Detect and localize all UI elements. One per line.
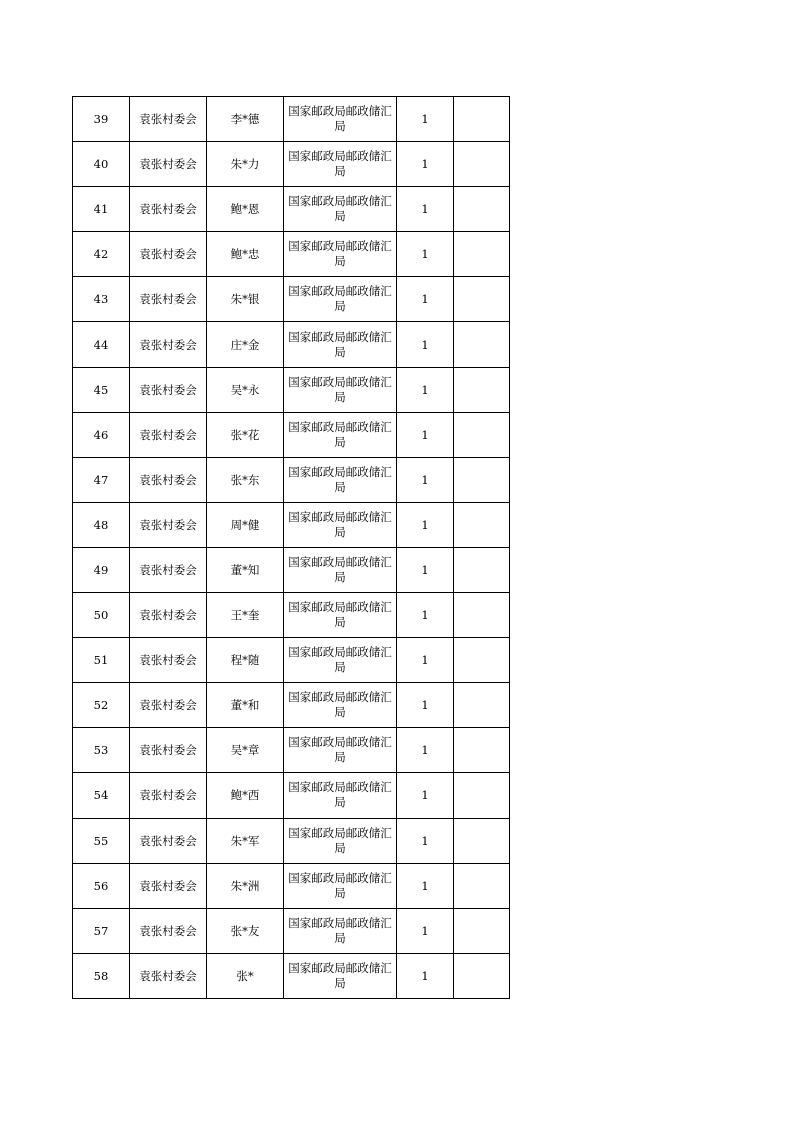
- note-cell: [454, 547, 510, 592]
- quantity-cell: 1: [397, 97, 454, 142]
- bank-text: 国家邮政局邮政储汇局: [288, 915, 392, 945]
- note-cell: [454, 412, 510, 457]
- note-cell: [454, 638, 510, 683]
- note-cell: [454, 457, 510, 502]
- bank-text: 国家邮政局邮政储汇局: [288, 419, 392, 449]
- unit-cell: 袁张村委会: [130, 908, 207, 953]
- bank-cell: [284, 502, 397, 547]
- quantity-cell: 1: [397, 322, 454, 367]
- roster-table-body: [73, 97, 510, 999]
- quantity-cell: 1: [397, 412, 454, 457]
- note-cell: [454, 773, 510, 818]
- name-cell: 吴*永: [207, 367, 284, 412]
- unit-cell: 袁张村委会: [130, 367, 207, 412]
- table-row: [73, 502, 510, 547]
- bank-cell: [284, 322, 397, 367]
- row-number-cell: 46: [73, 412, 130, 457]
- table-row: [73, 457, 510, 502]
- bank-cell: [284, 412, 397, 457]
- table-row: [73, 97, 510, 142]
- table-row: [73, 773, 510, 818]
- name-cell: 张*友: [207, 908, 284, 953]
- bank-text: 国家邮政局邮政储汇局: [288, 780, 392, 810]
- bank-cell: [284, 142, 397, 187]
- table-row: [73, 142, 510, 187]
- bank-text: 国家邮政局邮政储汇局: [288, 284, 392, 314]
- quantity-cell: 1: [397, 818, 454, 863]
- name-cell: 朱*力: [207, 142, 284, 187]
- note-cell: [454, 232, 510, 277]
- bank-cell: [284, 953, 397, 998]
- quantity-cell: 1: [397, 683, 454, 728]
- name-cell: 王*奎: [207, 593, 284, 638]
- note-cell: [454, 953, 510, 998]
- row-number-cell: 40: [73, 142, 130, 187]
- name-cell: 吴*章: [207, 728, 284, 773]
- bank-text: 国家邮政局邮政储汇局: [288, 374, 392, 404]
- unit-cell: 袁张村委会: [130, 728, 207, 773]
- note-cell: [454, 728, 510, 773]
- bank-cell: [284, 97, 397, 142]
- note-cell: [454, 142, 510, 187]
- bank-text: 国家邮政局邮政储汇局: [288, 735, 392, 765]
- row-number-cell: 58: [73, 953, 130, 998]
- unit-cell: 袁张村委会: [130, 457, 207, 502]
- bank-text: 国家邮政局邮政储汇局: [288, 194, 392, 224]
- bank-cell: [284, 547, 397, 592]
- row-number-cell: 49: [73, 547, 130, 592]
- row-number-cell: 39: [73, 97, 130, 142]
- quantity-cell: 1: [397, 232, 454, 277]
- table-row: [73, 908, 510, 953]
- name-cell: 周*健: [207, 502, 284, 547]
- quantity-cell: 1: [397, 773, 454, 818]
- bank-text: 国家邮政局邮政储汇局: [288, 239, 392, 269]
- bank-cell: [284, 593, 397, 638]
- note-cell: [454, 502, 510, 547]
- row-number-cell: 47: [73, 457, 130, 502]
- unit-cell: 袁张村委会: [130, 593, 207, 638]
- note-cell: [454, 593, 510, 638]
- bank-cell: [284, 863, 397, 908]
- bank-cell: [284, 818, 397, 863]
- name-cell: 张*花: [207, 412, 284, 457]
- row-number-cell: 55: [73, 818, 130, 863]
- bank-text: 国家邮政局邮政储汇局: [288, 870, 392, 900]
- unit-cell: 袁张村委会: [130, 277, 207, 322]
- unit-cell: 袁张村委会: [130, 322, 207, 367]
- quantity-cell: 1: [397, 142, 454, 187]
- bank-text: 国家邮政局邮政储汇局: [288, 825, 392, 855]
- row-number-cell: 42: [73, 232, 130, 277]
- table-row: [73, 953, 510, 998]
- unit-cell: 袁张村委会: [130, 502, 207, 547]
- bank-cell: [284, 457, 397, 502]
- bank-cell: [284, 908, 397, 953]
- bank-cell: [284, 638, 397, 683]
- row-number-cell: 48: [73, 502, 130, 547]
- name-cell: 鲍*恩: [207, 187, 284, 232]
- row-number-cell: 57: [73, 908, 130, 953]
- bank-text: 国家邮政局邮政储汇局: [288, 600, 392, 630]
- bank-cell: [284, 773, 397, 818]
- quantity-cell: 1: [397, 908, 454, 953]
- table-row: [73, 367, 510, 412]
- row-number-cell: 56: [73, 863, 130, 908]
- bank-text: 国家邮政局邮政储汇局: [288, 104, 392, 134]
- table-row: [73, 187, 510, 232]
- quantity-cell: 1: [397, 277, 454, 322]
- table-row: [73, 277, 510, 322]
- unit-cell: 袁张村委会: [130, 187, 207, 232]
- row-number-cell: 53: [73, 728, 130, 773]
- note-cell: [454, 322, 510, 367]
- note-cell: [454, 908, 510, 953]
- bank-cell: [284, 367, 397, 412]
- quantity-cell: 1: [397, 638, 454, 683]
- bank-text: 国家邮政局邮政储汇局: [288, 960, 392, 990]
- row-number-cell: 43: [73, 277, 130, 322]
- unit-cell: 袁张村委会: [130, 953, 207, 998]
- name-cell: 董*知: [207, 547, 284, 592]
- note-cell: [454, 97, 510, 142]
- name-cell: 程*随: [207, 638, 284, 683]
- table-row: [73, 593, 510, 638]
- note-cell: [454, 818, 510, 863]
- unit-cell: 袁张村委会: [130, 863, 207, 908]
- row-number-cell: 52: [73, 683, 130, 728]
- bank-cell: [284, 728, 397, 773]
- bank-cell: [284, 683, 397, 728]
- name-cell: 李*德: [207, 97, 284, 142]
- row-number-cell: 45: [73, 367, 130, 412]
- name-cell: 鲍*西: [207, 773, 284, 818]
- name-cell: 张*东: [207, 457, 284, 502]
- unit-cell: 袁张村委会: [130, 232, 207, 277]
- row-number-cell: 51: [73, 638, 130, 683]
- name-cell: 鲍*忠: [207, 232, 284, 277]
- table-row: [73, 322, 510, 367]
- quantity-cell: 1: [397, 187, 454, 232]
- note-cell: [454, 277, 510, 322]
- unit-cell: 袁张村委会: [130, 773, 207, 818]
- roster-table: [72, 96, 510, 999]
- unit-cell: 袁张村委会: [130, 412, 207, 457]
- row-number-cell: 54: [73, 773, 130, 818]
- bank-cell: [284, 187, 397, 232]
- bank-cell: [284, 277, 397, 322]
- quantity-cell: 1: [397, 593, 454, 638]
- note-cell: [454, 367, 510, 412]
- quantity-cell: 1: [397, 457, 454, 502]
- bank-text: 国家邮政局邮政储汇局: [288, 645, 392, 675]
- quantity-cell: 1: [397, 728, 454, 773]
- bank-cell: [284, 232, 397, 277]
- bank-text: 国家邮政局邮政储汇局: [288, 554, 392, 584]
- bank-text: 国家邮政局邮政储汇局: [288, 690, 392, 720]
- quantity-cell: 1: [397, 367, 454, 412]
- table-row: [73, 683, 510, 728]
- unit-cell: 袁张村委会: [130, 818, 207, 863]
- name-cell: 朱*洲: [207, 863, 284, 908]
- name-cell: 朱*军: [207, 818, 284, 863]
- bank-text: 国家邮政局邮政储汇局: [288, 149, 392, 179]
- bank-text: 国家邮政局邮政储汇局: [288, 329, 392, 359]
- unit-cell: 袁张村委会: [130, 683, 207, 728]
- bank-text: 国家邮政局邮政储汇局: [288, 509, 392, 539]
- row-number-cell: 41: [73, 187, 130, 232]
- unit-cell: 袁张村委会: [130, 638, 207, 683]
- unit-cell: 袁张村委会: [130, 97, 207, 142]
- table-row: [73, 728, 510, 773]
- table-row: [73, 232, 510, 277]
- quantity-cell: 1: [397, 863, 454, 908]
- unit-cell: 袁张村委会: [130, 547, 207, 592]
- table-row: [73, 547, 510, 592]
- unit-cell: 袁张村委会: [130, 142, 207, 187]
- quantity-cell: 1: [397, 502, 454, 547]
- table-row: [73, 638, 510, 683]
- name-cell: 朱*银: [207, 277, 284, 322]
- note-cell: [454, 187, 510, 232]
- quantity-cell: 1: [397, 953, 454, 998]
- note-cell: [454, 683, 510, 728]
- note-cell: [454, 863, 510, 908]
- table-row: [73, 863, 510, 908]
- row-number-cell: 50: [73, 593, 130, 638]
- quantity-cell: 1: [397, 547, 454, 592]
- table-row: [73, 818, 510, 863]
- table-row: [73, 412, 510, 457]
- row-number-cell: 44: [73, 322, 130, 367]
- name-cell: 张*: [207, 953, 284, 998]
- bank-text: 国家邮政局邮政储汇局: [288, 464, 392, 494]
- name-cell: 董*和: [207, 683, 284, 728]
- name-cell: 庄*金: [207, 322, 284, 367]
- document-page: [72, 96, 510, 999]
